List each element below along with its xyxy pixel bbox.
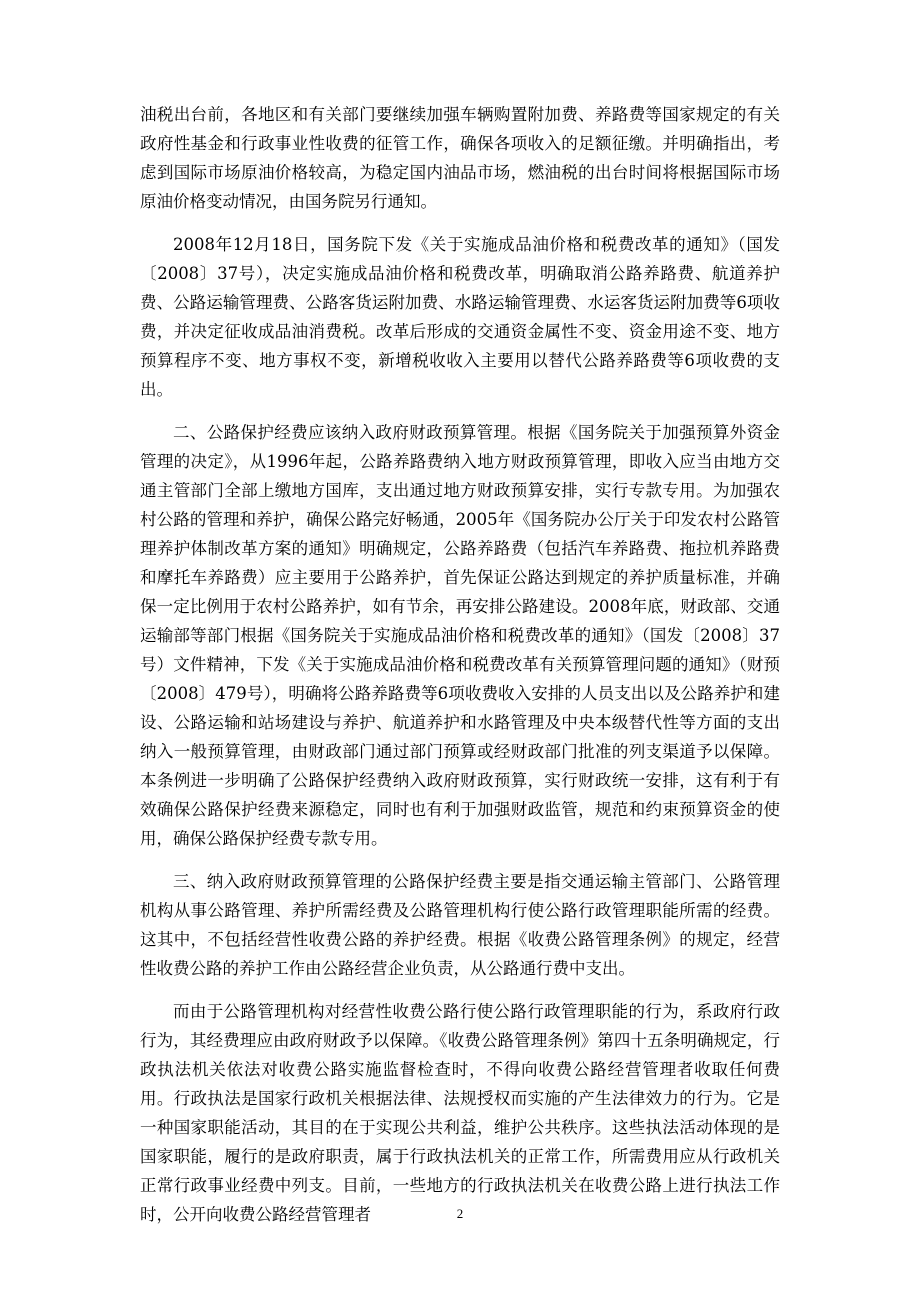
page-number: 2 <box>456 1206 464 1221</box>
paragraph-continuation: 油税出台前，各地区和有关部门要继续加强车辆购置附加费、养路费等国家规定的有关政府性基金和行政事业性收费的征管工作，确保各项收入的足额征缴。并明确指出，考虑到国际市场原油价格较高，为稳定国内油品市场，燃油税的出台时间将根据国际市场原油价格变动情况，由国务院另行通知。 <box>140 105 780 211</box>
paragraph-administrative-enforcement: 而由于公路管理机构对经营性收费公路行使公路行政管理职能的行为，系政府行政行为，其经费理应由政府财政予以保障。《收费公路管理条例》第四十五条明确规定，行政执法机关依法对收费公路实施监督检查时，不得向收费公路经营管理者收取任何费用。行政执法是国家行政机关根据法律、法规授权而实施的产生法律效力的行为。它是一种国家职能活动，其目的在于实现公共利益，维护公共秩序。这些执法活动体现的是国家职能，履行的是政府职责，属于行政执法机关的正常工作，所需费用应从行政机关正常行政事业经费中列支。目前，一些地方的行政执法机关在收费公路上进行执法工作时，公开向收费公路经营管理者 <box>140 1002 780 1224</box>
paragraph-section-three: 三、纳入政府财政预算管理的公路保护经费主要是指交通运输主管部门、公路管理机构从事公路管理、养护所需经费及公路管理机构行使公路行政管理职能所需的经费。这其中，不包括经营性收费公路的养护经费。根据《收费公路管理条例》的规定，经营性收费公路的养护工作由公路经营企业负责，从公路通行费中支出。 <box>140 872 780 978</box>
paragraph-reform-notice: 2008年12月18日，国务院下发《关于实施成品油价格和税费改革的通知》（国发〔2008〕37号），决定实施成品油价格和税费改革，明确取消公路养路费、航道养护费、公路运输管理费、公路客货运附加费、水路运输管理费、水运客货运附加费等6项收费，并决定征收成品油消费税。改革后形成的交通资金属性不变、资金用途不变、地方预算程序不变、地方事权不变，新增税收收入主要用以替代公路养路费等6项收费的支出。 <box>140 235 780 399</box>
body-text <box>140 100 780 1243</box>
paragraph-section-two: 二、公路保护经费应该纳入政府财政预算管理。根据《国务院关于加强预算外资金管理的决定》，从1996年起，公路养路费纳入地方财政预算管理，即收入应当由地方交通主管部门全部上缴地方国库，支出通过地方财政预算安排，实行专款专用。为加强农村公路的管理和养护，确保公路完好畅通，2005年《国务院办公厅关于印发农村公路管理养护体制改革方案的通知》明确规定，公路养路费（包括汽车养路费、拖拉机养路费和摩托车养路费）应主要用于公路养护，首先保证公路达到规定的养护质量标准，并确保一定比例用于农村公路养护，如有节余，再安排公路建设。2008年底，财政部、交通运输部等部门根据《国务院关于实施成品油价格和税费改革的通知》（国发〔2008〕37号）文件精神，下发《关于实施成品油价格和税费改革有关预算管理问题的通知》（财预〔2008〕479号），明确将公路养路费等6项收费收入安排的人员支出以及公路养护和建设、公路运输和站场建设与养护、航道养护和水路管理及中央本级替代性等方面的支出纳入一般预算管理，由财政部门通过部门预算或经财政部门批准的列支渠道予以保障。本条例进一步明确了公路保护经费纳入政府财政预算，实行财政统一安排，这有利于有效确保公路保护经费来源稳定，同时也有利于加强财政监管，规范和约束预算资金的使用，确保公路保护经费专款专用。 <box>140 423 780 848</box>
